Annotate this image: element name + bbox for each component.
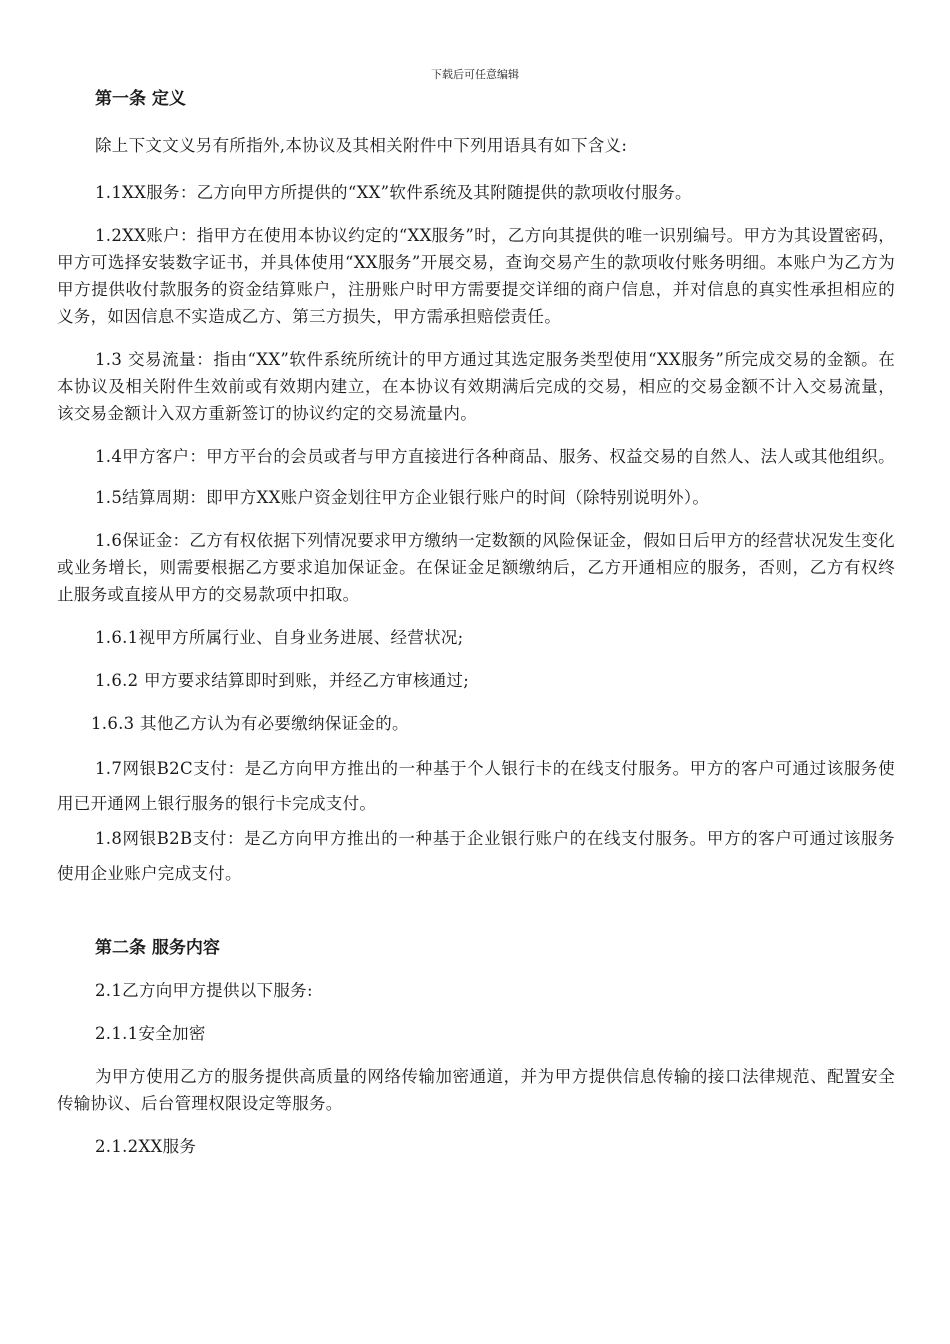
- section-2-title: 第二条 服务内容: [95, 938, 220, 958]
- paragraph-1-6-3: 1.6.3 其他乙方认为有必要缴纳保证金的。: [91, 714, 409, 733]
- paragraph-1-7: 1.7网银B2C支付：是乙方向甲方推出的一种基于个人银行卡的在线支付服务。甲方的客户可通过该服务使用已开通网上银行服务的银行卡完成支付。: [57, 759, 895, 813]
- paragraph-1-6-1: 1.6.1视甲方所属行业、自身业务进展、经营状况;: [95, 628, 464, 647]
- paragraph-2-1-1-body: 为甲方使用乙方的服务提供高质量的网络传输加密通道，并为甲方提供信息传输的接口法律规范、配置安全传输协议、后台管理权限设定等服务。: [57, 1067, 895, 1113]
- paragraph-2-1-1: 2.1.1安全加密: [95, 1024, 206, 1043]
- section-1-title: 第一条 定义: [95, 89, 186, 109]
- paragraph-1-6-2: 1.6.2 甲方要求结算即时到账，并经乙方审核通过;: [95, 671, 470, 690]
- paragraph-intro: 除上下文文义另有所指外,本协议及其相关附件中下列用语具有如下含义:: [95, 136, 628, 155]
- paragraph-1-1: 1.1XX服务：乙方向甲方所提供的“XX”软件系统及其附随提供的款项收付服务。: [95, 183, 692, 202]
- document-body: [57, 86, 895, 1160]
- paragraph-1-2: 1.2XX账户：指甲方在使用本协议约定的“XX服务”时，乙方向其提供的唯一识别编号。甲方为其设置密码，甲方可选择安装数字证书，并具体使用“XX服务”开展交易，查询交易产生的款项收付账务明细。本账户为乙方为甲方提供收付款服务的资金结算账户，注册账户时甲方需要提交详细的商户信息，并对信息的真实性承担相应的义务，如因信息不实造成乙方、第三方损失，甲方需承担赔偿责任。: [57, 226, 895, 326]
- paragraph-1-3: 1.3 交易流量：指由“XX”软件系统所统计的甲方通过其选定服务类型使用“XX服务”所完成交易的金额。在本协议及相关附件生效前或有效期内建立，在本协议有效期满后完成的交易，相应的交易金额不计入交易流量，该交易金额计入双方重新签订的协议约定的交易流量内。: [57, 350, 895, 423]
- paragraph-2-1-2: 2.1.2XX服务: [95, 1137, 197, 1156]
- paragraph-1-8: 1.8网银B2B支付：是乙方向甲方推出的一种基于企业银行账户的在线支付服务。甲方的客户可通过该服务使用企业账户完成支付。: [57, 829, 895, 883]
- paragraph-1-4: 1.4甲方客户：甲方平台的会员或者与甲方直接进行各种商品、服务、权益交易的自然人、法人或其他组织。: [95, 447, 895, 466]
- paragraph-1-5: 1.5结算周期：即甲方XX账户资金划往甲方企业银行账户的时间（除特别说明外）。: [95, 488, 710, 507]
- paragraph-2-1: 2.1乙方向甲方提供以下服务:: [95, 981, 313, 1000]
- paragraph-1-6: 1.6保证金：乙方有权依据下列情况要求甲方缴纳一定数额的风险保证金，假如日后甲方的经营状况发生变化或业务增长，则需要根据乙方要求追加保证金。在保证金足额缴纳后，乙方开通相应的服务，否则，乙方有权终止服务或直接从甲方的交易款项中扣取。: [57, 531, 895, 604]
- page-header-note: 下载后可任意编辑: [431, 68, 519, 81]
